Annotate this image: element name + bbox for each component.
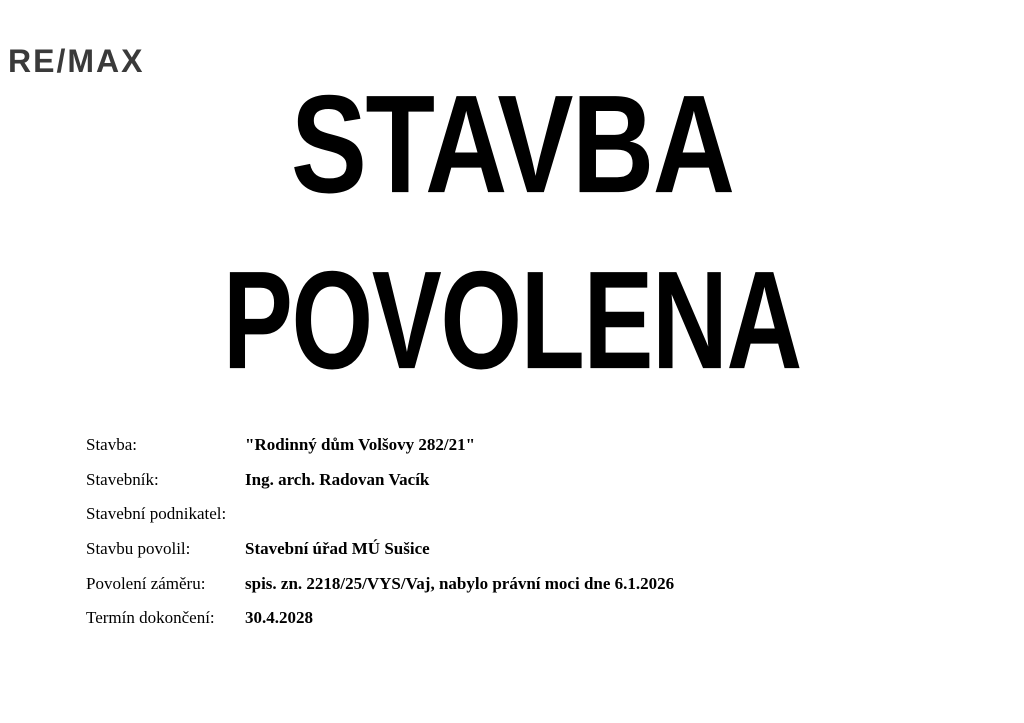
- detail-row-stavba: [86, 428, 946, 463]
- headline-line-2: [0, 241, 1024, 398]
- detail-row-termin-dokonceni: [86, 601, 946, 636]
- detail-row-stavbu-povolil: [86, 532, 946, 567]
- detail-value: Ing. arch. Radovan Vacík: [245, 469, 430, 489]
- headline-line-2-text: POVOLENA: [222, 241, 802, 398]
- detail-value: "Rodinný dům Volšovy 282/21": [245, 435, 476, 455]
- detail-label: Stavebník:: [86, 469, 159, 489]
- detail-value: spis. zn. 2218/25/VYS/Vaj, nabylo právní moci dne 6.1.2026: [245, 573, 675, 593]
- detail-label: Stavbu povolil:: [86, 539, 191, 559]
- detail-label: Povolení záměru:: [86, 573, 206, 593]
- headline-line-1: [0, 65, 1024, 222]
- headline-line-1-text: STAVBA: [290, 65, 734, 222]
- detail-label: Termín dokončení:: [86, 608, 215, 628]
- detail-value: Stavební úřad MÚ Sušice: [245, 539, 430, 559]
- detail-label: Stavba:: [86, 435, 137, 455]
- detail-row-stavebnik: [86, 463, 946, 498]
- remax-logo: RE/MAX: [8, 43, 145, 79]
- detail-row-povoleni-zameru: [86, 566, 946, 601]
- permit-details: [86, 428, 946, 636]
- detail-value: 30.4.2028: [245, 608, 313, 628]
- detail-row-stavebni-podnikatel: [86, 497, 946, 532]
- detail-label: Stavební podnikatel:: [86, 504, 227, 524]
